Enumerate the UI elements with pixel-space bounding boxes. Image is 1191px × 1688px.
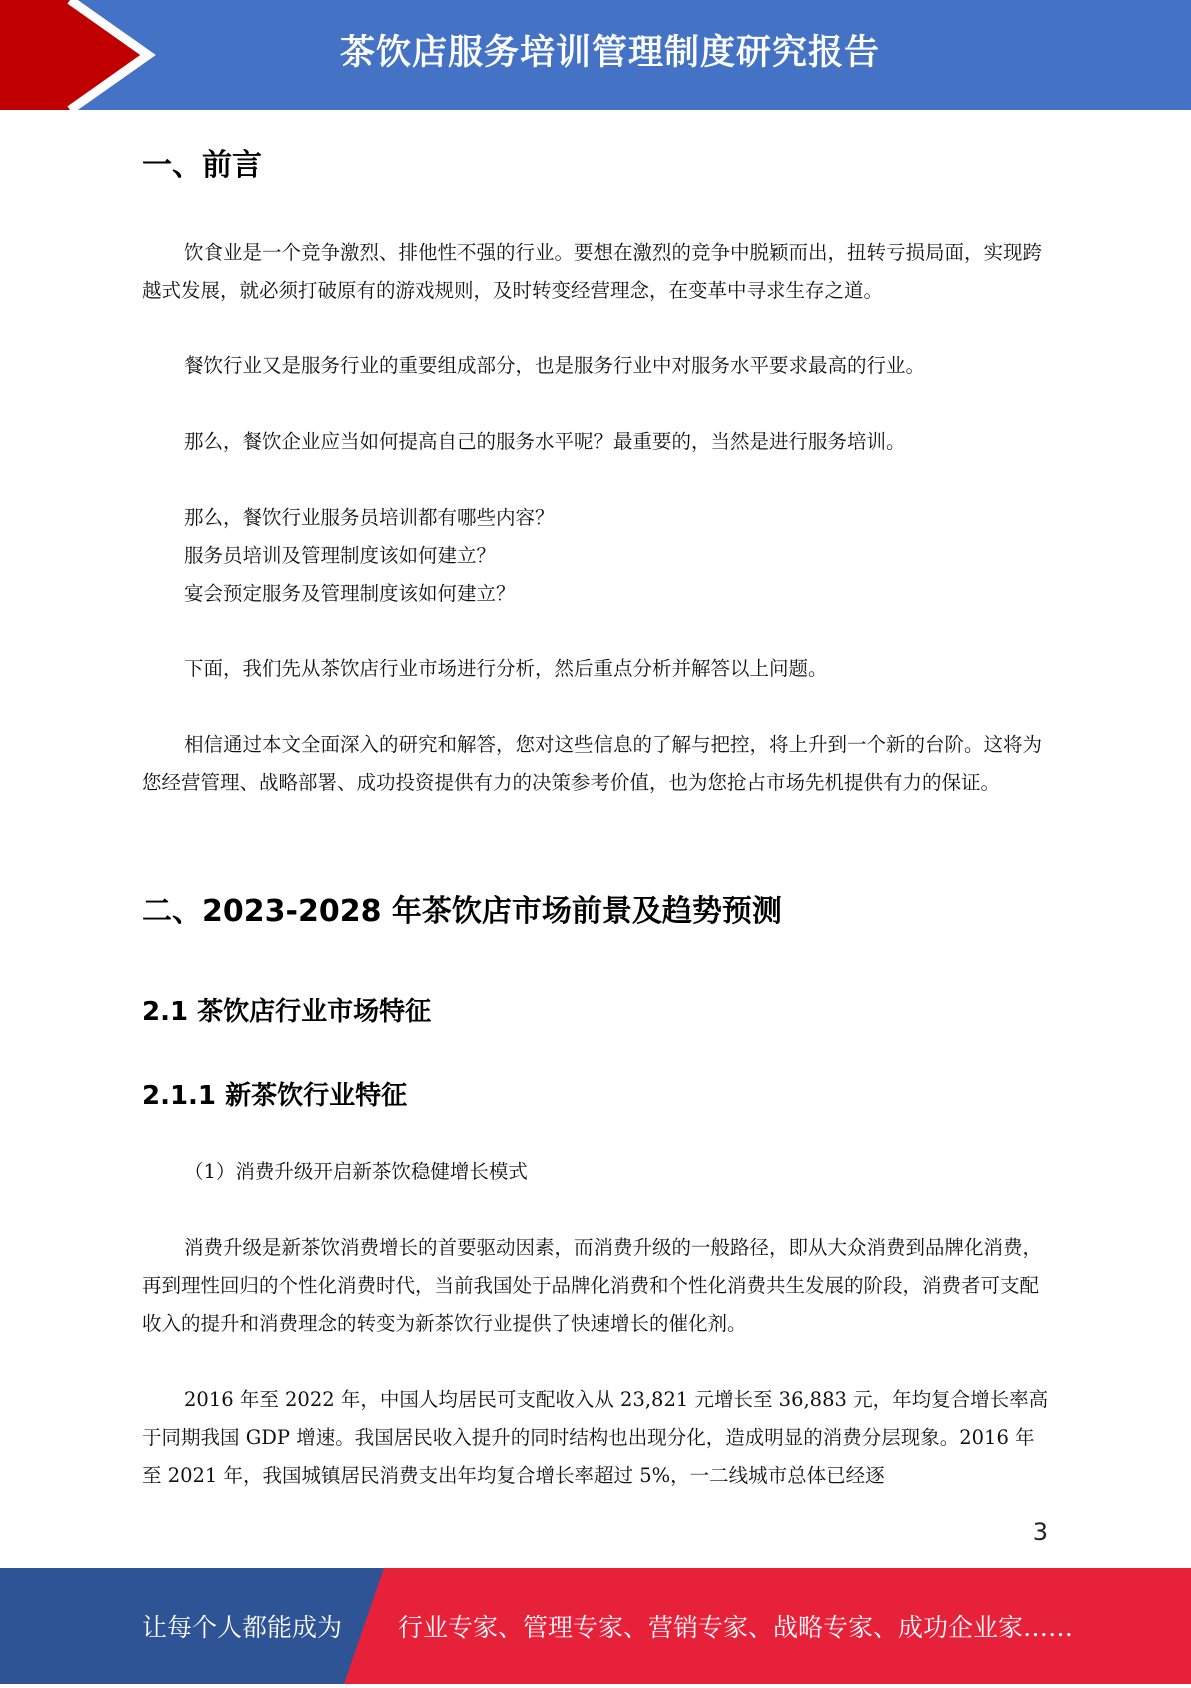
section-heading-preface: 一、前言 bbox=[142, 148, 262, 183]
subsubsection-heading: 2.1.1 新茶饮行业特征 bbox=[142, 1081, 408, 1111]
section-heading-forecast: 二、2023-2028 年茶饮店市场前景及趋势预测 bbox=[142, 894, 782, 929]
paragraph: 相信通过本文全面深入的研究和解答，您对这些信息的了解与把控，将上升到一个新的台阶。这将为您经营管理、战略部署、成功投资提供有力的决策参考价值，也为您抢占市场先机提供有力的保证。 bbox=[142, 733, 1043, 794]
question-line: 那么，餐饮行业服务员培训都有哪些内容？ bbox=[184, 506, 555, 529]
report-title: 茶饮店服务培训管理制度研究报告 bbox=[339, 33, 880, 73]
paragraph: 下面，我们先从茶饮店行业市场进行分析，然后重点分析并解答以上问题。 bbox=[184, 657, 828, 680]
page-footer bbox=[0, 1568, 1191, 1684]
question-line: 服务员培训及管理制度该如何建立？ bbox=[184, 544, 497, 567]
paragraph: 消费升级是新茶饮消费增长的首要驱动因素，而消费升级的一般路径，即从大众消费到品牌化消费，再到理性回归的个性化消费时代，当前我国处于品牌化消费和个性化消费共生发展的阶段，消费者可支配收入的提升和消费理念的转变为新茶饮行业提供了快速增长的催化剂。 bbox=[142, 1236, 1043, 1335]
paragraph: 饮食业是一个竞争激烈、排他性不强的行业。要想在激烈的竞争中脱颖而出，扭转亏损局面，实现跨越式发展，就必须打破原有的游戏规则，及时转变经营理念，在变革中寻求生存之道。 bbox=[142, 241, 1043, 302]
list-item: （1）消费升级开启新茶饮稳健增长模式 bbox=[184, 1160, 528, 1183]
paragraph: 餐饮行业又是服务行业的重要组成部分，也是服务行业中对服务水平要求最高的行业。 bbox=[184, 354, 926, 377]
question-line: 宴会预定服务及管理制度该如何建立？ bbox=[184, 582, 516, 605]
paragraph: 那么，餐饮企业应当如何提高自己的服务水平呢？最重要的，当然是进行服务培训。 bbox=[184, 430, 906, 453]
footer-slogan-right: 行业专家、管理专家、营销专家、战略专家、成功企业家…… bbox=[398, 1613, 1074, 1642]
footer-slogan-left: 让每个人都能成为 bbox=[142, 1613, 343, 1642]
subsection-heading: 2.1 茶饮店行业市场特征 bbox=[142, 997, 432, 1027]
page-header bbox=[0, 0, 1191, 110]
paragraph: 2016 年至 2022 年，中国人均居民可支配收入从 23,821 元增长至 36,883 元，年均复合增长率高于同期我国 GDP 增速。我国居民收入提升的同时结构也出现分化，造成明显的消费分层现象。2016 年至 2021 年，我国城镇居民消费支出年均复合增长率超过 5%，一二线城市总体已经逐 bbox=[142, 1388, 1049, 1487]
page-number: 3 bbox=[1032, 1518, 1048, 1546]
